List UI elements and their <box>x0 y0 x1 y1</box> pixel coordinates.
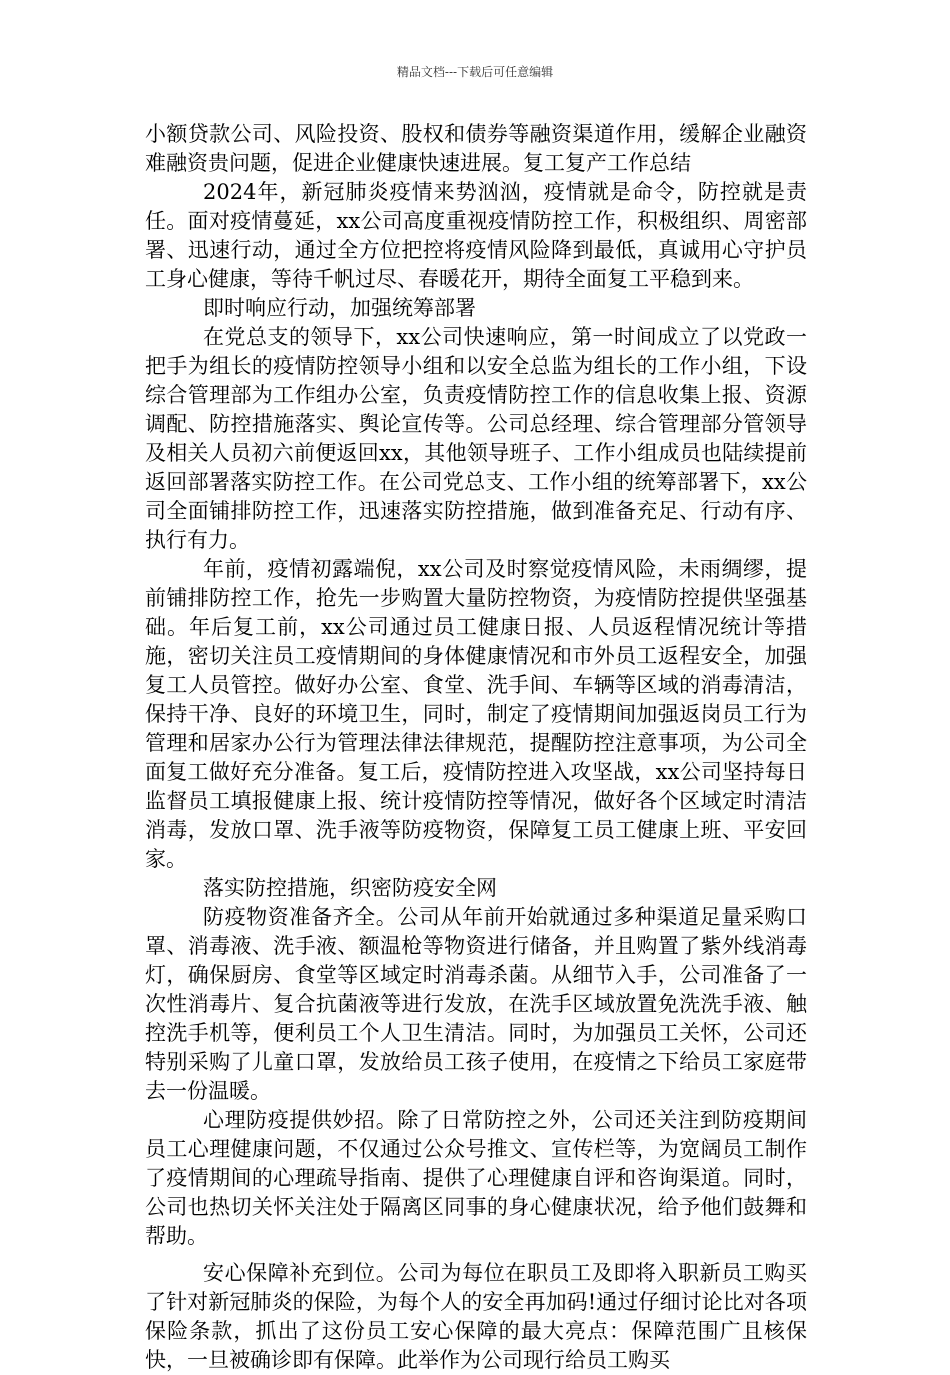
paragraph-psychology: 心理防疫提供妙招。除了日常防控之外，公司还关注到防疫期间员工心理健康问题，不仅通过公众号推文、宣传栏等，为宽阔员工制作了疫情期间的心理疏导指南、提供了心理健康自评和咨询渠道。同时，公司也热切关怀关注处于隔离区同事的身心健康状况，给予他们鼓舞和帮助。 <box>145 1108 807 1248</box>
paragraph-leadership: 在党总支的领导下，xx公司快速响应，第一时间成立了以党政一把手为组长的疫情防控领导小组和以安全总监为组长的工作小组，下设综合管理部为工作组办公室，负责疫情防控工作的信息收集上报、资源调配、防控措施落实、舆论宣传等。公司总经理、综合管理部分管领导及相关人员初六前便返回xx，其他领导班子、工作小组成员也陆续提前返回部署落实防控工作。在公司党总支、工作小组的统筹部署下，xx公司全面铺排防控工作，迅速落实防控措施，做到准备充足、行动有序、执行有力。 <box>145 325 807 552</box>
paragraph-supplies: 防疫物资准备齐全。公司从年前开始就通过多种渠道足量采购口罩、消毒液、洗手液、额温枪等物资进行储备，并且购置了紫外线消毒灯，确保厨房、食堂等区域定时消毒杀菌。从细节入手，公司准备了一次性消毒片、复合抗菌液等进行发放，在洗手区域放置免洗洗手液、触控洗手机等，便利员工个人卫生清洁。同时，为加强员工关怀，公司还特别采购了儿童口罩，发放给员工孩子使用，在疫情之下给员工家庭带去一份温暖。 <box>145 905 807 1103</box>
paragraph-financing: 小额贷款公司、风险投资、股权和债券等融资渠道作用，缓解企业融资难融资贵问题，促进企业健康快速进展。复工复产工作总结 <box>145 122 807 175</box>
document-body <box>145 120 807 1375</box>
section-heading-measures: 落实防控措施，织密防疫安全网 <box>203 876 497 900</box>
section-heading-response: 即时响应行动，加强统筹部署 <box>203 296 476 320</box>
paragraph-intro: 2024年，新冠肺炎疫情来势汹汹，疫情就是命令，防控就是责任。面对疫情蔓延，xx公司高度重视疫情防控工作，积极组织、周密部署、迅速行动，通过全方位把控将疫情风险降到最低，真诚用心守护员工身心健康，等待千帆过尽、春暖花开，期待全面复工平稳到来。 <box>145 180 807 291</box>
page-header: 精品文档---下载后可任意编辑 <box>396 65 554 79</box>
paragraph-insurance: 安心保障补充到位。公司为每位在职员工及即将入职新员工购买了针对新冠肺炎的保险，为每个人的安全再加码!通过仔细讨论比对各项保险条款，抓出了这份员工安心保障的最大亮点：保障范围广且核保快，一旦被确诊即有保障。此举作为公司现行给员工购买 <box>145 1261 807 1372</box>
paragraph-preparation: 年前，疫情初露端倪，xx公司及时察觉疫情风险，未雨绸缪，提前铺排防控工作，抢先一步购置大量防控物资，为疫情防控提供坚强基础。年后复工前，xx公司通过员工健康日报、人员返程情况统计等措施，密切关注员工疫情期间的身体健康情况和市外员工返程安全，加强复工人员管控。做好办公室、食堂、洗手间、车辆等区域的消毒清洁，保持干净、良好的环境卫生，同时，制定了疫情期间加强返岗员工行为管理和居家办公行为管理法律法律规范，提醒防控注意事项，为公司全面复工做好充分准备。复工后，疫情防控进入攻坚战，xx公司坚持每日监督员工填报健康上报、统计疫情防控等情况，做好各个区域定时清洁消毒，发放口罩、洗手液等防疫物资，保障复工员工健康上班、平安回家。 <box>145 557 807 871</box>
